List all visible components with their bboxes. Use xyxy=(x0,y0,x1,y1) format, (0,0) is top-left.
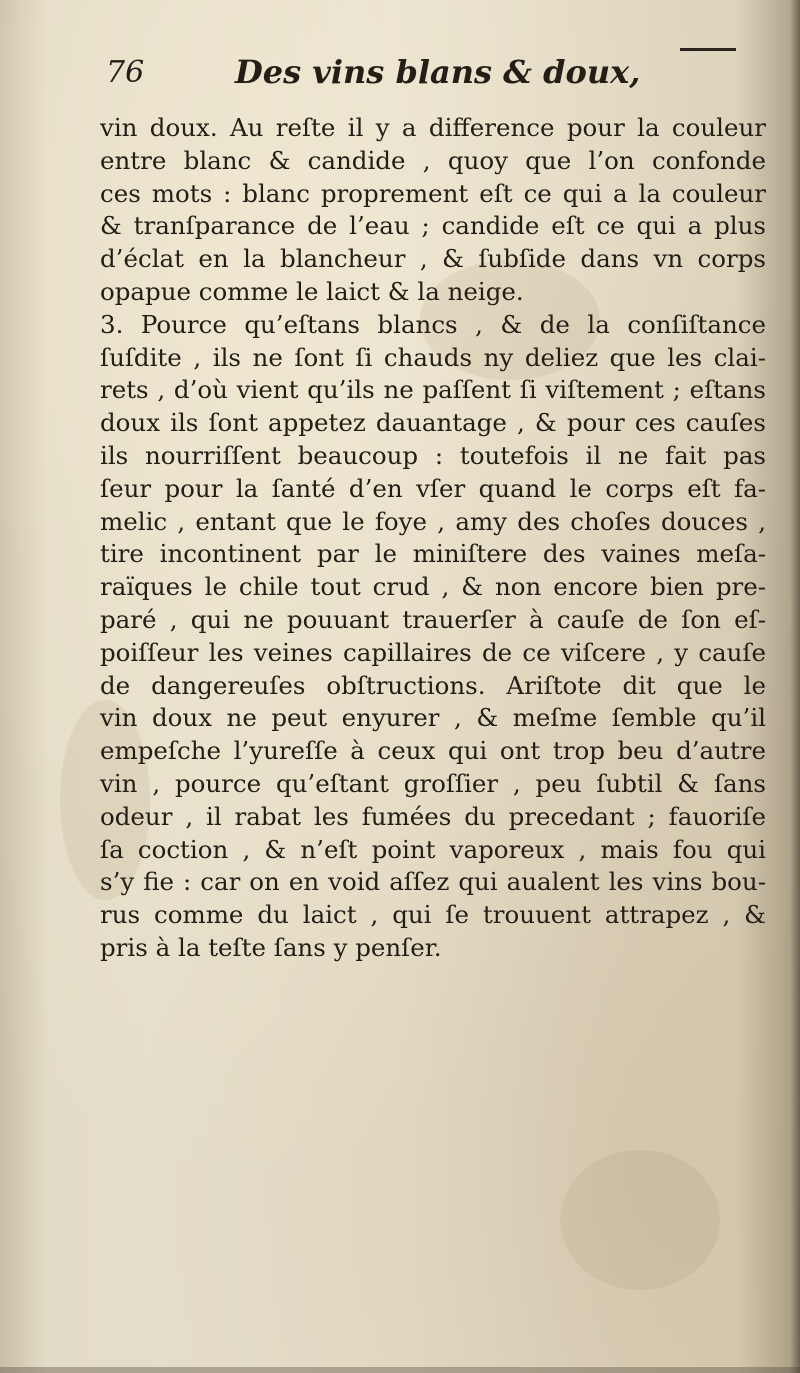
text-line: s’y fie : car on en void aſſez qui aualent les vins bou- xyxy=(100,867,766,897)
text-line: d’éclat en la blancheur , & ſubſide dans vn corps xyxy=(100,244,766,274)
text-line: & tranſparance de l’eau ; candide eſt ce qui a plus xyxy=(100,211,766,241)
text-line: empeſche l’yureſſe à ceux qui ont trop beu d’autre xyxy=(100,736,766,766)
text-line: tire incontinent par le miniſtere des vaines meſa- xyxy=(100,539,766,569)
text-line: vin , pource qu’eſtant groſſier , peu ſubtil & ſans xyxy=(100,768,766,798)
text-line: rus comme du laict , qui ſe trouuent attrapez , & xyxy=(100,900,766,930)
paper-stain xyxy=(560,1150,720,1290)
text-line: odeur , il rabat les fumées du precedant ; fauoriſe xyxy=(100,801,766,831)
text-line: vin doux ne peut enyurer , & meſme ſemble qu’il xyxy=(100,703,766,733)
text-line: raïques le chile tout crud , & non encore bien pre- xyxy=(100,572,766,602)
top-rule-mark xyxy=(680,48,736,51)
text-line: opapue comme le laict & la neige. xyxy=(100,276,524,306)
page-bottom-edge xyxy=(0,1367,800,1373)
text-line: doux ils ſont appetez dauantage , & pour ces cauſes xyxy=(100,408,766,438)
text-line: ces mots : blanc proprement eſt ce qui a la couleur xyxy=(100,178,766,208)
page-number: 76 xyxy=(106,55,145,90)
text-line: entre blanc & candide , quoy que l’on confonde xyxy=(100,145,766,175)
text-line: rets , d’où vient qu’ils ne paſſent ſi viſtement ; eſtans xyxy=(100,375,766,405)
text-line: vin doux. Au reſte il y a difference pour la couleur xyxy=(100,113,766,142)
text-line: de dangereuſes obſtructions. Ariſtote dit que le xyxy=(100,670,766,700)
text-line: ſa coction , & n’eſt point vaporeux , mais fou qui xyxy=(100,834,766,864)
text-line: 3. Pource qu’eſtans blancs , & de la conſiſtance xyxy=(100,309,766,339)
running-head: Des vins blans & doux, xyxy=(235,53,641,91)
text-line: ſuſdite , ils ne ſont ſi chauds ny deliez que les clai- xyxy=(100,342,766,372)
text-line: pris à la teſte ſans y penſer. xyxy=(100,932,442,962)
text-line: melic , entant que le foye , amy des choſes douces , xyxy=(100,506,766,536)
body-text xyxy=(100,112,766,965)
text-line: poiſſeur les veines capillaires de ce viſcere , y cauſe xyxy=(100,637,766,667)
text-line: paré , qui ne pouuant trauerſer à cauſe de ſon eſ- xyxy=(100,604,766,634)
page-header xyxy=(100,55,740,105)
text-line: ils nourriſſent beaucoup : toutefois il ne fait pas xyxy=(100,440,766,470)
page-edge-shadow xyxy=(790,0,800,1373)
text-line: ſeur pour la ſanté d’en vſer quand le corps eſt fa- xyxy=(100,473,766,503)
